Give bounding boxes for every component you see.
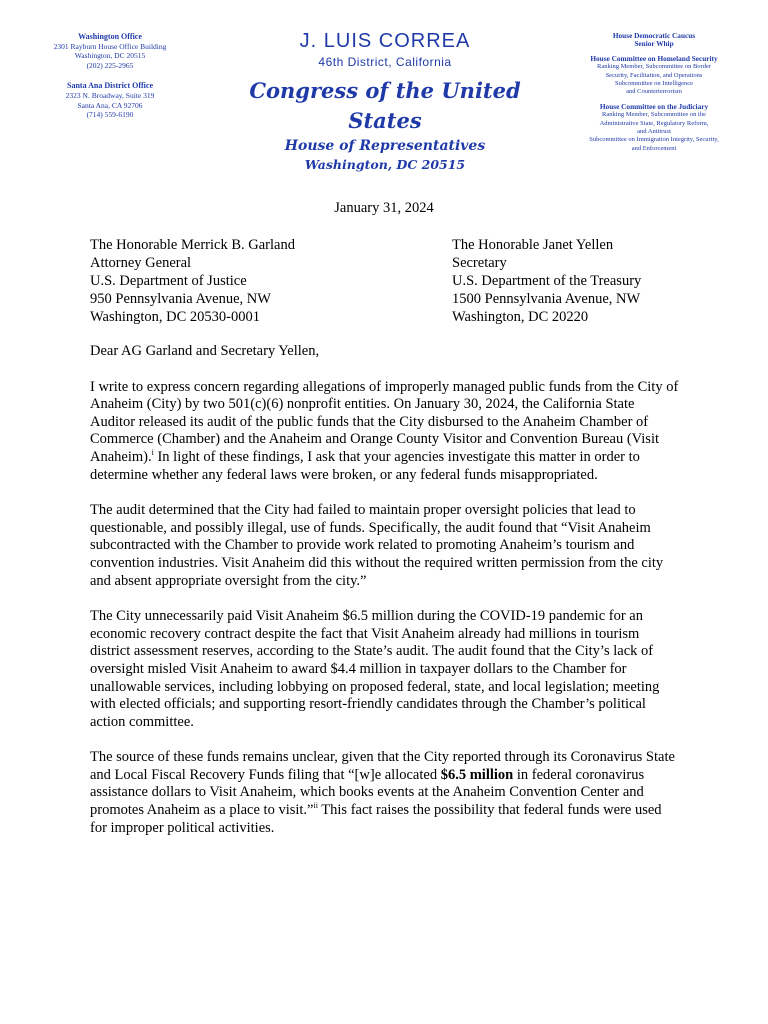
house-title: House of Representatives bbox=[284, 138, 486, 154]
recipient-address-yellen bbox=[452, 236, 641, 326]
dc-office-phone: (202) 225-2965 bbox=[86, 60, 134, 70]
paragraph-4-text-mid: in federal coronavirus assistance dollars to Visit Anaheim, which books events at the Anaheim Convention Center and promotes Anaheim as a place to visit.” bbox=[90, 766, 645, 819]
letterhead-title-block bbox=[230, 28, 540, 174]
recipient-address-garland bbox=[90, 236, 295, 326]
recipient-city: Washington, DC 20530-0001 bbox=[90, 309, 261, 325]
recipient-title: Secretary bbox=[452, 255, 507, 271]
recipient-department: U.S. Department of Justice bbox=[90, 273, 247, 289]
dc-office-address-line1: 2301 Rayburn House Office Building bbox=[53, 41, 167, 51]
district-office-address-line2: Santa Ana, CA 92706 bbox=[77, 100, 143, 110]
judiciary-line: and Antitrust bbox=[637, 128, 671, 136]
letter-date: January 31, 2024 bbox=[334, 200, 434, 216]
endnote-marker: ii bbox=[313, 801, 318, 811]
recipient-name: The Honorable Merrick B. Garland bbox=[90, 237, 295, 253]
homeland-line: Security, Facilitation, and Operations bbox=[605, 71, 703, 79]
homeland-committee-title: House Committee on Homeland Security bbox=[590, 53, 718, 63]
letter-body bbox=[90, 343, 682, 855]
district-office-title: Santa Ana District Office bbox=[67, 81, 153, 91]
member-name: J. LUIS CORREA bbox=[299, 30, 471, 52]
paragraph-4-bold-amount: $6.5 million bbox=[440, 766, 514, 783]
paragraph-4-text-end: This fact raises the possibility that federal funds were used for improper political activities. bbox=[90, 802, 662, 836]
paragraph-4 bbox=[90, 749, 682, 837]
judiciary-line: Administrative State, Regulatory Reform, bbox=[599, 119, 709, 127]
letterhead-committees bbox=[566, 32, 742, 153]
paragraph-1-text-end: In light of these findings, I ask that your agencies investigate this matter in order to determine whether any federal laws were broken, or any federal funds misappropriated. bbox=[90, 448, 640, 483]
judiciary-line: Subcommittee on Immigration Integrity, Security, bbox=[589, 136, 719, 144]
judiciary-line: Ranking Member, Subcommittee on the bbox=[602, 111, 706, 119]
recipient-city: Washington, DC 20220 bbox=[452, 309, 589, 325]
paragraph-1 bbox=[90, 379, 682, 485]
paragraph-3: The City unnecessarily paid Visit Anaheim $6.5 million during the COVID-19 pandemic for an economic recovery contract despite the fact that Visit Anaheim already had millions in tourism district assessment reserves, according to the State’s audit. The audit found that the City’s lack of oversight misled Visit Anaheim to award $4.4 million in taxpayer dollars to the Chamber for unallowable services, including lobbying on proposed federal, state, and local legislation; meeting with elected officials; and supporting resort-friendly candidates through the Chamber’s political action committee. bbox=[90, 608, 660, 730]
recipient-name: The Honorable Janet Yellen bbox=[452, 237, 614, 253]
judiciary-committee-title: House Committee on the Judiciary bbox=[599, 101, 709, 111]
salutation: Dear AG Garland and Secretary Yellen, bbox=[90, 343, 320, 359]
district-office-phone: (714) 559-6190 bbox=[86, 110, 134, 120]
recipient-department: U.S. Department of the Treasury bbox=[452, 273, 642, 289]
congress-title: Congress of the United States bbox=[249, 78, 521, 133]
paragraph-1-text: I write to express concern regarding allegations of improperly managed public funds from the City of Anaheim (City) by two 501(c)(6) nonprofit entities. On January 30, 2024, the California State Auditor released its audit of the public funds that the City disbursed to the Anaheim Chamber of Commerce (Chamber) and the Anaheim and Orange County Visitor and Convention Bureau (Visit Anaheim). bbox=[90, 378, 679, 465]
paragraph-2: The audit determined that the City had failed to maintain proper oversight policies that lead to questionable, and possibly illegal, use of funds. Specifically, the audit found that “Visit Anaheim subcontracted with the Chamber to provide work related to promoting Anaheim’s tourism and convention industries. Visit Anaheim did this without the required written permission from the city and absent appropriate oversight from the city.” bbox=[90, 502, 664, 589]
recipient-title: Attorney General bbox=[90, 255, 192, 271]
endnote-marker: i bbox=[151, 448, 154, 458]
homeland-line: Ranking Member, Subcommittee on Border bbox=[596, 63, 711, 71]
caucus-role: Senior Whip bbox=[634, 39, 674, 49]
homeland-line: and Counterterrorism bbox=[626, 88, 682, 96]
district-office-address-line1: 2323 N. Broadway, Suite 319 bbox=[65, 90, 155, 100]
letterhead-city: Washington, DC 20515 bbox=[304, 157, 466, 172]
homeland-line: Subcommittee on Intelligence bbox=[615, 80, 693, 88]
dc-office-address-line2: Washington, DC 20515 bbox=[74, 51, 146, 61]
recipient-street: 950 Pennsylvania Avenue, NW bbox=[90, 291, 271, 307]
recipient-street: 1500 Pennsylvania Avenue, NW bbox=[452, 291, 641, 307]
member-district: 46th District, California bbox=[318, 55, 452, 69]
paragraph-4-text: The source of these funds remains unclear, given that the City reported through its Coronavirus State and Local Fiscal Recovery Funds filing that “[w]e allocated bbox=[90, 749, 675, 783]
caucus-title: House Democratic Caucus bbox=[612, 31, 696, 40]
judiciary-line: and Enforcement bbox=[631, 144, 677, 152]
dc-office-title: Washington Office bbox=[78, 32, 142, 41]
letterhead-offices bbox=[30, 32, 190, 120]
